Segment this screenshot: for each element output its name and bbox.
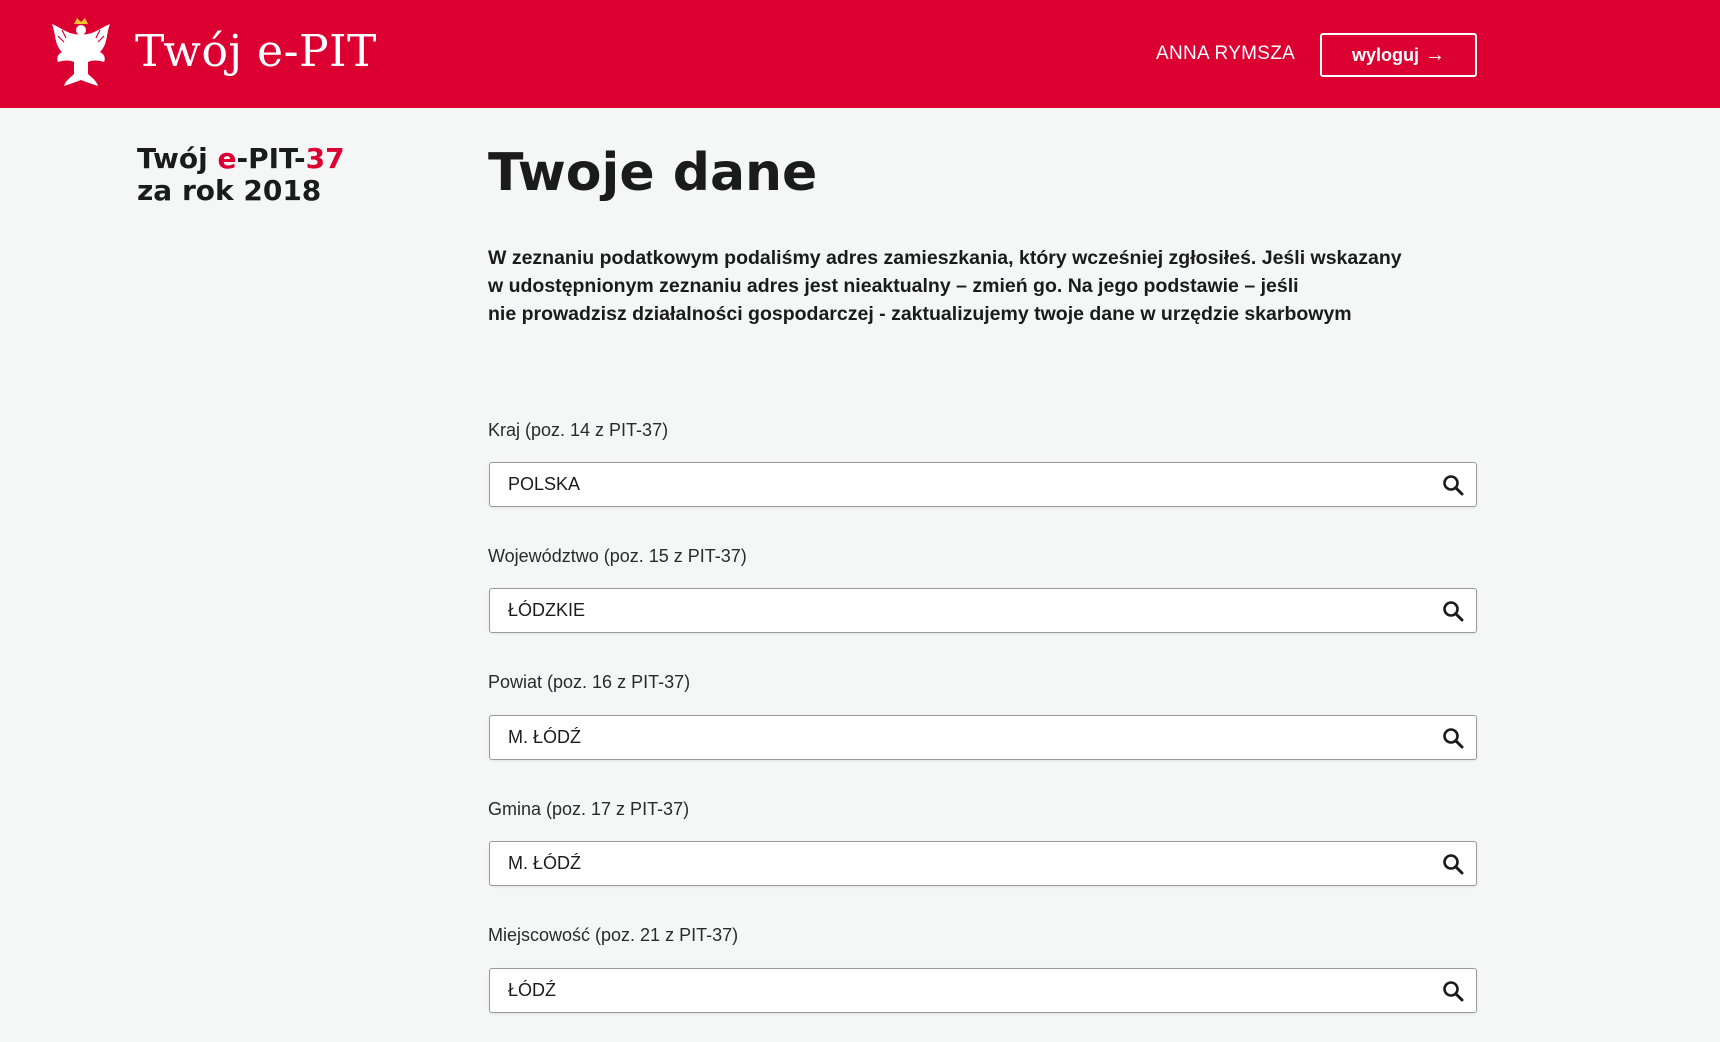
commune-input[interactable]: [490, 842, 1430, 885]
county-input[interactable]: [490, 716, 1430, 759]
search-icon[interactable]: [1442, 600, 1464, 622]
county-label: Powiat (poz. 16 z PIT-37): [488, 672, 691, 692]
form-title: [137, 143, 345, 207]
locality-field[interactable]: [489, 968, 1477, 1013]
form-title-text: Twój: [137, 142, 218, 175]
locality-label: Miejscowość (poz. 21 z PIT-37): [488, 925, 739, 945]
eagle-emblem-icon: [48, 16, 114, 90]
search-icon[interactable]: [1442, 853, 1464, 875]
voivodeship-input[interactable]: [490, 589, 1430, 632]
intro-line: W zeznaniu podatkowym podaliśmy adres zamieszkania, który wcześniej zgłosiłeś. Jeśli wskazany: [488, 247, 1402, 269]
top-header: [0, 0, 1720, 108]
intro-text: [488, 244, 1488, 328]
country-field[interactable]: [489, 462, 1477, 507]
commune-field[interactable]: [489, 841, 1477, 886]
user-name: ANNA RYMSZA: [1156, 43, 1296, 64]
country-label: Kraj (poz. 14 z PIT-37): [488, 420, 669, 440]
county-field[interactable]: [489, 715, 1477, 760]
form-title-accent-37: 37: [305, 142, 345, 175]
form-title-pit: -PIT-: [236, 142, 306, 175]
intro-line: w udostępnionym zeznaniu adres jest nieaktualny – zmień go. Na jego podstawie – jeśli: [488, 275, 1299, 297]
form-title-line1: [137, 143, 345, 175]
form-year: za rok 2018: [137, 174, 322, 207]
form-title-accent-e: e: [217, 142, 237, 175]
page-title: Twoje dane: [488, 143, 818, 203]
search-icon[interactable]: [1442, 980, 1464, 1002]
intro-line: nie prowadzisz działalności gospodarczej - zaktualizujemy twoje dane w urzędzie skarbowym: [488, 303, 1352, 325]
commune-label: Gmina (poz. 17 z PIT-37): [488, 799, 690, 819]
app-title: Twój e-PIT: [135, 26, 377, 77]
search-icon[interactable]: [1442, 727, 1464, 749]
country-input[interactable]: [490, 463, 1430, 506]
logout-label: wyloguj: [1352, 44, 1419, 65]
arrow-right-icon: →: [1425, 44, 1445, 66]
search-icon[interactable]: [1442, 474, 1464, 496]
logout-button[interactable]: [1320, 33, 1477, 77]
locality-input[interactable]: [490, 969, 1430, 1012]
voivodeship-field[interactable]: [489, 588, 1477, 633]
voivodeship-label: Województwo (poz. 15 z PIT-37): [488, 546, 747, 566]
